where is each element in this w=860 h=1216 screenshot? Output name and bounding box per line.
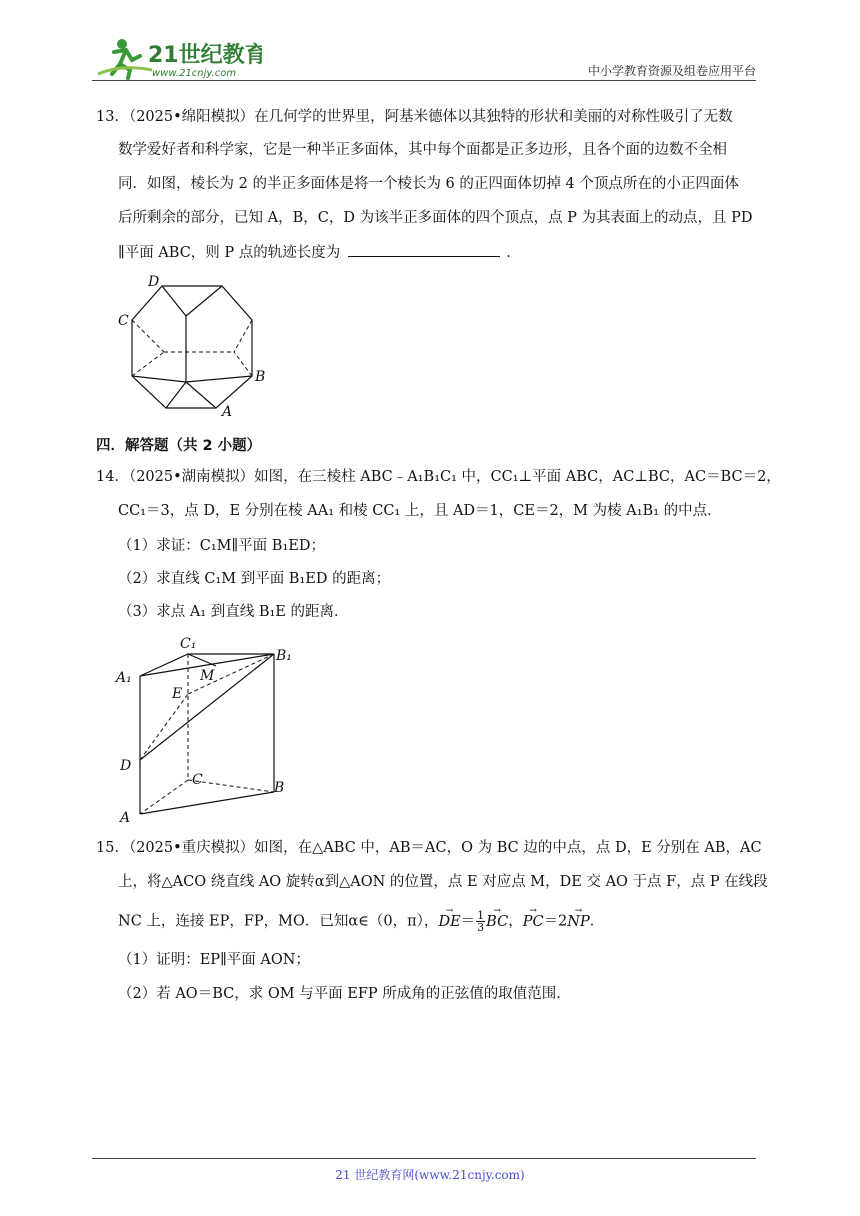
fraction-one-third — [476, 910, 485, 933]
footer-link[interactable]: 21 世纪教育网(www.21cnjy.com) — [335, 1168, 525, 1182]
label-A: A — [222, 404, 233, 420]
label-A: A — [120, 810, 131, 826]
q15-line3 — [118, 910, 756, 933]
answer-blank[interactable] — [348, 242, 500, 257]
label-D: D — [120, 758, 132, 774]
q14-sub1: （1）求证：C₁M∥平面 B₁ED； — [118, 538, 325, 554]
frac-num: 1 — [477, 909, 485, 922]
vector-NP: → NP — [567, 912, 589, 932]
svg-text:www.21cnjy.com: www.21cnjy.com — [152, 68, 237, 79]
q15-sub2: （2）若 AO＝BC，求 OM 与平面 EFP 所成角的正弦值的取值范围． — [118, 986, 571, 1002]
label-C: C — [118, 313, 129, 329]
label-D: D — [148, 274, 160, 290]
q14-line1: 14．（2025•湖南模拟）如图，在三棱柱 ABC﹣A₁B₁C₁ 中，CC₁⊥平面 ABC，AC⊥BC，AC＝BC＝2， — [96, 469, 781, 485]
q15-line2: 上，将△ACO 绕直线 AO 旋转α到△AON 的位置，点 E 对应点 M，DE 交 AO 于点 F，点 P 在线段 — [118, 874, 768, 890]
site-logo — [92, 34, 262, 80]
label-C: C — [192, 772, 203, 788]
q14-sub2: （2）求直线 C₁M 到平面 B₁ED 的距离； — [118, 571, 391, 587]
label-E: E — [172, 686, 183, 702]
label-C1: C₁ — [180, 636, 197, 652]
section-heading: 四．解答题（共 2 小题） — [96, 438, 262, 454]
vector-PC: → PC — [523, 912, 544, 932]
q13-figure — [112, 270, 272, 420]
vector-DE: → DE — [438, 912, 460, 932]
q14-line2: CC₁＝3，点 D，E 分别在棱 AA₁ 和棱 CC₁ 上，且 AD＝1，CE＝2，M 为棱 A₁B₁ 的中点． — [118, 503, 722, 519]
q13-line5-end: ． — [506, 245, 521, 261]
header-platform-text: 中小学教育资源及组卷应用平台 — [587, 64, 756, 78]
vector-BC: → BC — [486, 912, 508, 932]
q13-line5 — [118, 242, 756, 263]
q13-line5-text: ∥平面 ABC，则 P 点的轨迹长度为 — [118, 245, 341, 261]
q13-line2: 数学爱好者和科学家，它是一种半正多面体，其中每个面都是正多边形，且各个面的边数不全相 — [118, 142, 727, 158]
label-B: B — [274, 780, 285, 796]
q15-line1: 15．（2025•重庆模拟）如图，在△ABC 中，AB＝AC，O 为 BC 边的中点，点 D，E 分别在 AB，AC — [96, 840, 762, 856]
q15-line3-text: NC 上，连接 EP，FP，MO．已知α∈（0，π）， — [118, 913, 439, 930]
label-A1: A₁ — [116, 670, 132, 686]
svg-text:21世纪教育: 21世纪教育 — [148, 43, 262, 68]
q14-figure — [112, 630, 302, 826]
footer-divider — [92, 1158, 756, 1159]
q15-end: ． — [589, 913, 605, 930]
q15-comma: ， — [508, 913, 523, 930]
q13-line4: 后所剩余的部分，已知 A，B，C，D 为该半正多面体的四个顶点，点 P 为其表面上的动点，且 PD — [118, 210, 753, 226]
q15-eq2: ＝2 — [543, 913, 568, 930]
label-B: B — [255, 369, 266, 385]
label-M: M — [200, 668, 215, 684]
label-B1: B₁ — [276, 648, 292, 664]
q13-line1: 13．（2025•绵阳模拟）在几何学的世界里，阿基米德体以其独特的形状和美丽的对称性吸引了无数 — [96, 109, 733, 125]
q15-eq1: ＝ — [460, 913, 476, 930]
frac-den: 3 — [477, 921, 485, 934]
q14-sub3: （3）求点 A₁ 到直线 B₁E 的距离． — [118, 604, 349, 620]
q13-line3: 同．如图，棱长为 2 的半正多面体是将一个棱长为 6 的正四面体切掉 4 个顶点所在的小正四面体 — [118, 176, 739, 192]
header-divider — [92, 80, 756, 81]
q15-sub1: （1）证明：EP∥平面 AON； — [118, 952, 310, 968]
